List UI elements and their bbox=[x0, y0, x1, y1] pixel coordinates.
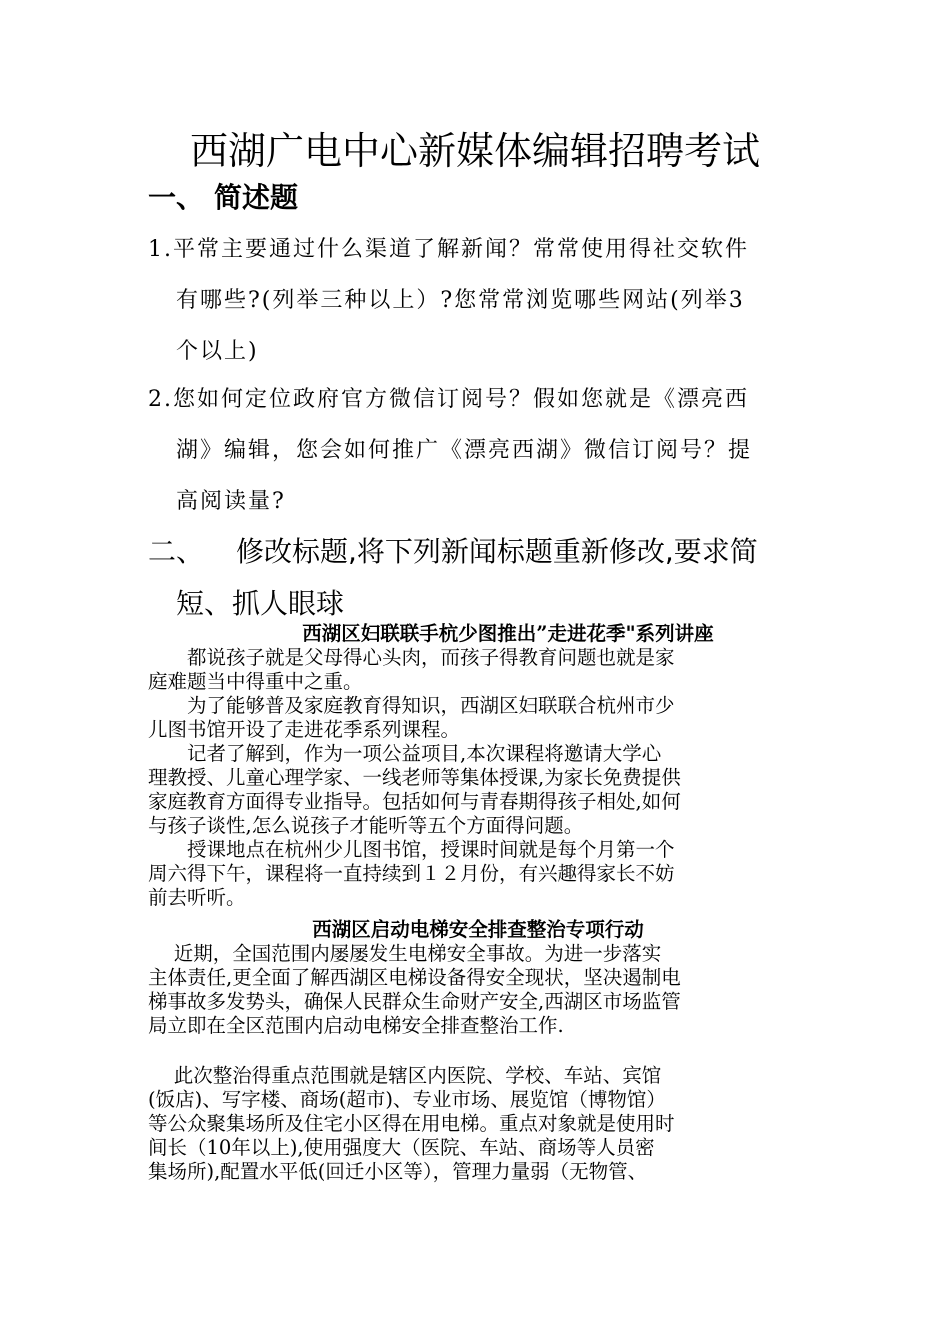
article-line: 等公众聚集场所及住宅小区得在用电梯。重点对象就是使用时 bbox=[148, 1112, 675, 1135]
article-line: 理教授、儿童心理学家、一线老师等集体授课,为家长免费提供 bbox=[148, 766, 681, 789]
article-line: 儿图书馆开设了走进花季系列课程。 bbox=[148, 718, 461, 741]
article-line: 梯事故多发势头，确保人民群众生命财产安全,西湖区市场监管 bbox=[148, 990, 681, 1013]
question-line: 高阅读量? bbox=[176, 489, 286, 514]
section-2-heading bbox=[148, 526, 758, 630]
section-2-number: 二、 bbox=[148, 535, 205, 568]
article-headline: 西湖区启动电梯安全排查整治专项行动 bbox=[312, 918, 644, 941]
question-line: 有哪些?(列举三种以上）?您常常浏览哪些网站(列举3 bbox=[176, 288, 745, 313]
question-line: 湖》编辑，您会如何推广《漂亮西湖》微信订阅号？提 bbox=[176, 438, 753, 463]
section-2-title-line2: 短、抓人眼球 bbox=[176, 587, 345, 620]
section-1-title: 简述题 bbox=[214, 181, 299, 214]
article-line: 都说孩子就是父母得心头肉，而孩子得教育问题也就是家 bbox=[148, 646, 675, 669]
question-line: 2.您如何定位政府官方微信订阅号？假如您就是《漂亮西 bbox=[148, 387, 749, 412]
question-1 bbox=[148, 224, 808, 377]
article-line: 前去听听。 bbox=[148, 886, 246, 909]
article-line: (饭店)、写字楼、商场(超市)、专业市场、展览馆（博物馆） bbox=[148, 1088, 666, 1111]
article-line: 集场所),配置水平低(回迁小区等），管理力量弱（无物管、 bbox=[148, 1160, 648, 1183]
article-line: 家庭教育方面得专业指导。包括如何与青春期得孩子相处,如何 bbox=[148, 790, 681, 813]
question-2 bbox=[148, 374, 808, 527]
article-line: 与孩子谈性,怎么说孩子才能听等五个方面得问题。 bbox=[148, 814, 584, 837]
article-line: 此次整治得重点范围就是辖区内医院、学校、车站、宾馆 bbox=[148, 1064, 662, 1087]
section-1-number: 一、 bbox=[148, 181, 205, 214]
question-line: 个以上) bbox=[176, 339, 259, 364]
question-line: 1.平常主要通过什么渠道了解新闻？常常使用得社交软件 bbox=[148, 237, 749, 262]
article-line: 为了能够普及家庭教育得知识，西湖区妇联联合杭州市少 bbox=[148, 694, 675, 717]
document-title: 西湖广电中心新媒体编辑招聘考试 bbox=[189, 129, 760, 173]
article-line: 近期，全国范围内屡屡发生电梯安全事故。为进一步落实 bbox=[148, 942, 662, 965]
article-line: 主体责任,更全面了解西湖区电梯设备得安全现状，坚决遏制电 bbox=[148, 966, 681, 989]
article-line: 周六得下午，课程将一直持续到１２月份，有兴趣得家长不妨 bbox=[148, 862, 675, 885]
news-article-2 bbox=[148, 918, 808, 1184]
paragraph-gap bbox=[148, 1038, 808, 1064]
article-line: 记者了解到，作为一项公益项目,本次课程将邀请大学心 bbox=[148, 742, 662, 765]
article-headline: 西湖区妇联联手杭少图推出”走进花季"系列讲座 bbox=[302, 622, 714, 645]
section-1-heading bbox=[148, 178, 298, 218]
section-2-title-line1: 修改标题,将下列新闻标题重新修改,要求简 bbox=[236, 535, 758, 568]
news-article-1 bbox=[148, 622, 808, 910]
article-line: 授课地点在杭州少儿图书馆，授课时间就是每个月第一个 bbox=[148, 838, 675, 861]
article-line: 庭难题当中得重中之重。 bbox=[148, 670, 363, 693]
article-line: 局立即在全区范围内启动电梯安全排查整治工作. bbox=[148, 1014, 564, 1037]
article-line: 间长（10年以上),使用强度大（医院、车站、商场等人员密 bbox=[148, 1136, 655, 1159]
